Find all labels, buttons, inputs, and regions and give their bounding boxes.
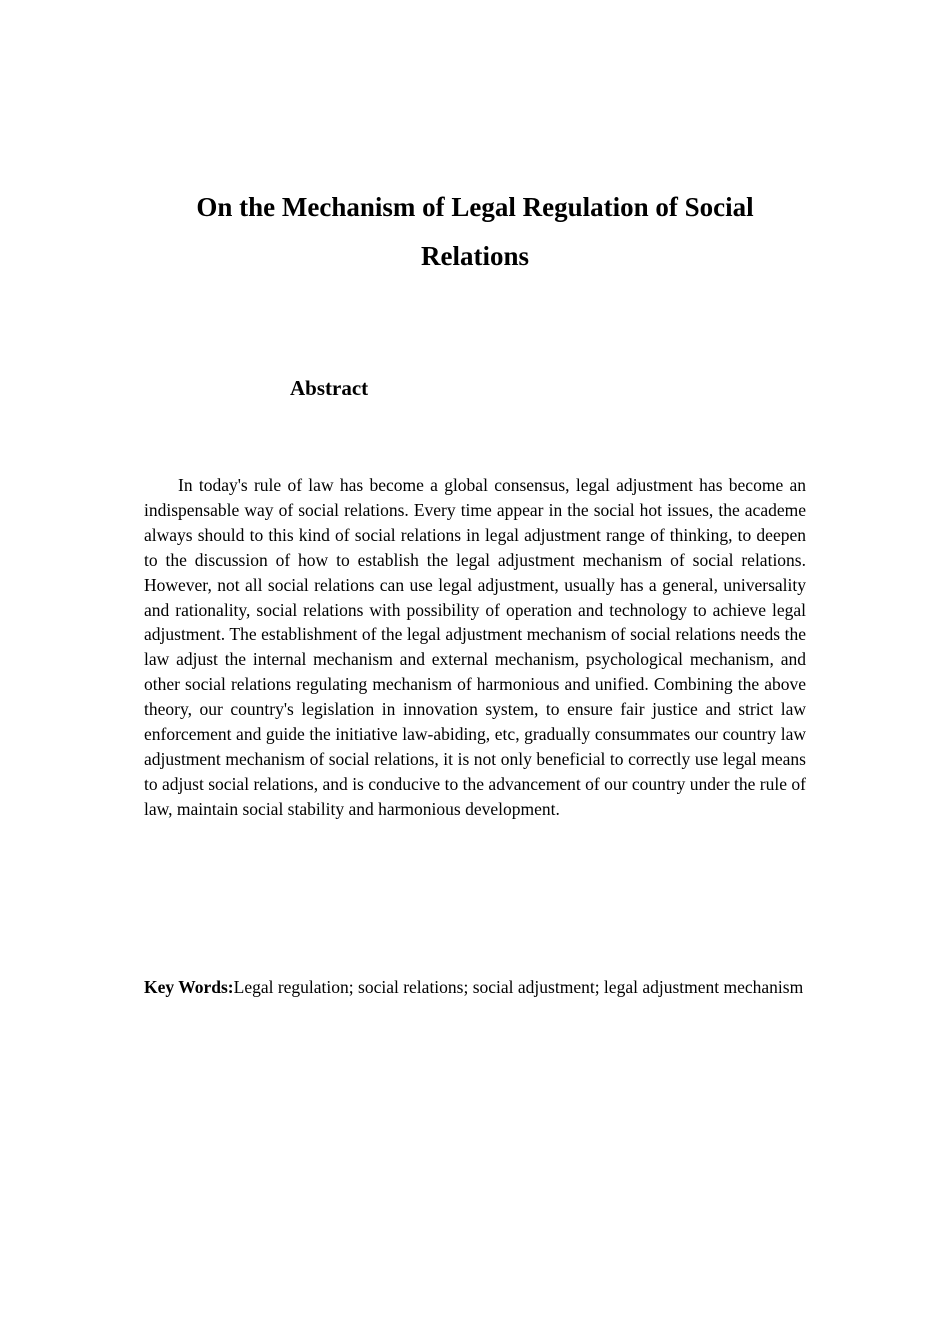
keywords-label: Key Words: xyxy=(144,977,234,997)
page-title: On the Mechanism of Legal Regulation of Social Relations xyxy=(196,192,754,271)
keywords-list: Legal regulation; social relations; social adjustment; legal adjustment mechanism xyxy=(233,977,804,997)
keywords-paragraph xyxy=(144,975,806,1000)
abstract-paragraph: In today's rule of law has become a global consensus, legal adjustment has become an indispensable way of social relations. Every time appear in the social hot issues, the academe always should to this kind of social relations in legal adjustment range of thinking, to deepen to the discussion of how to establish the legal adjustment mechanism of social relations. However, not all social relations can use legal adjustment, usually has a general, universality and rationality, social relations with possibility of operation and technology to achieve legal adjustment. The establishment of the legal adjustment mechanism of social relations needs the law adjust the internal mechanism and external mechanism, psychological mechanism, and other social relations regulating mechanism of harmonious and unified. Combining the above theory, our country's legislation in innovation system, to ensure fair justice and strict law enforcement and guide the initiative law-abiding, etc, gradually consummates our country law adjustment mechanism of social relations, it is not only beneficial to correctly use legal means to adjust social relations, and is conducive to the advancement of our country under the rule of law, maintain social stability and harmonious development. xyxy=(144,475,806,819)
abstract-heading: Abstract xyxy=(290,376,369,400)
